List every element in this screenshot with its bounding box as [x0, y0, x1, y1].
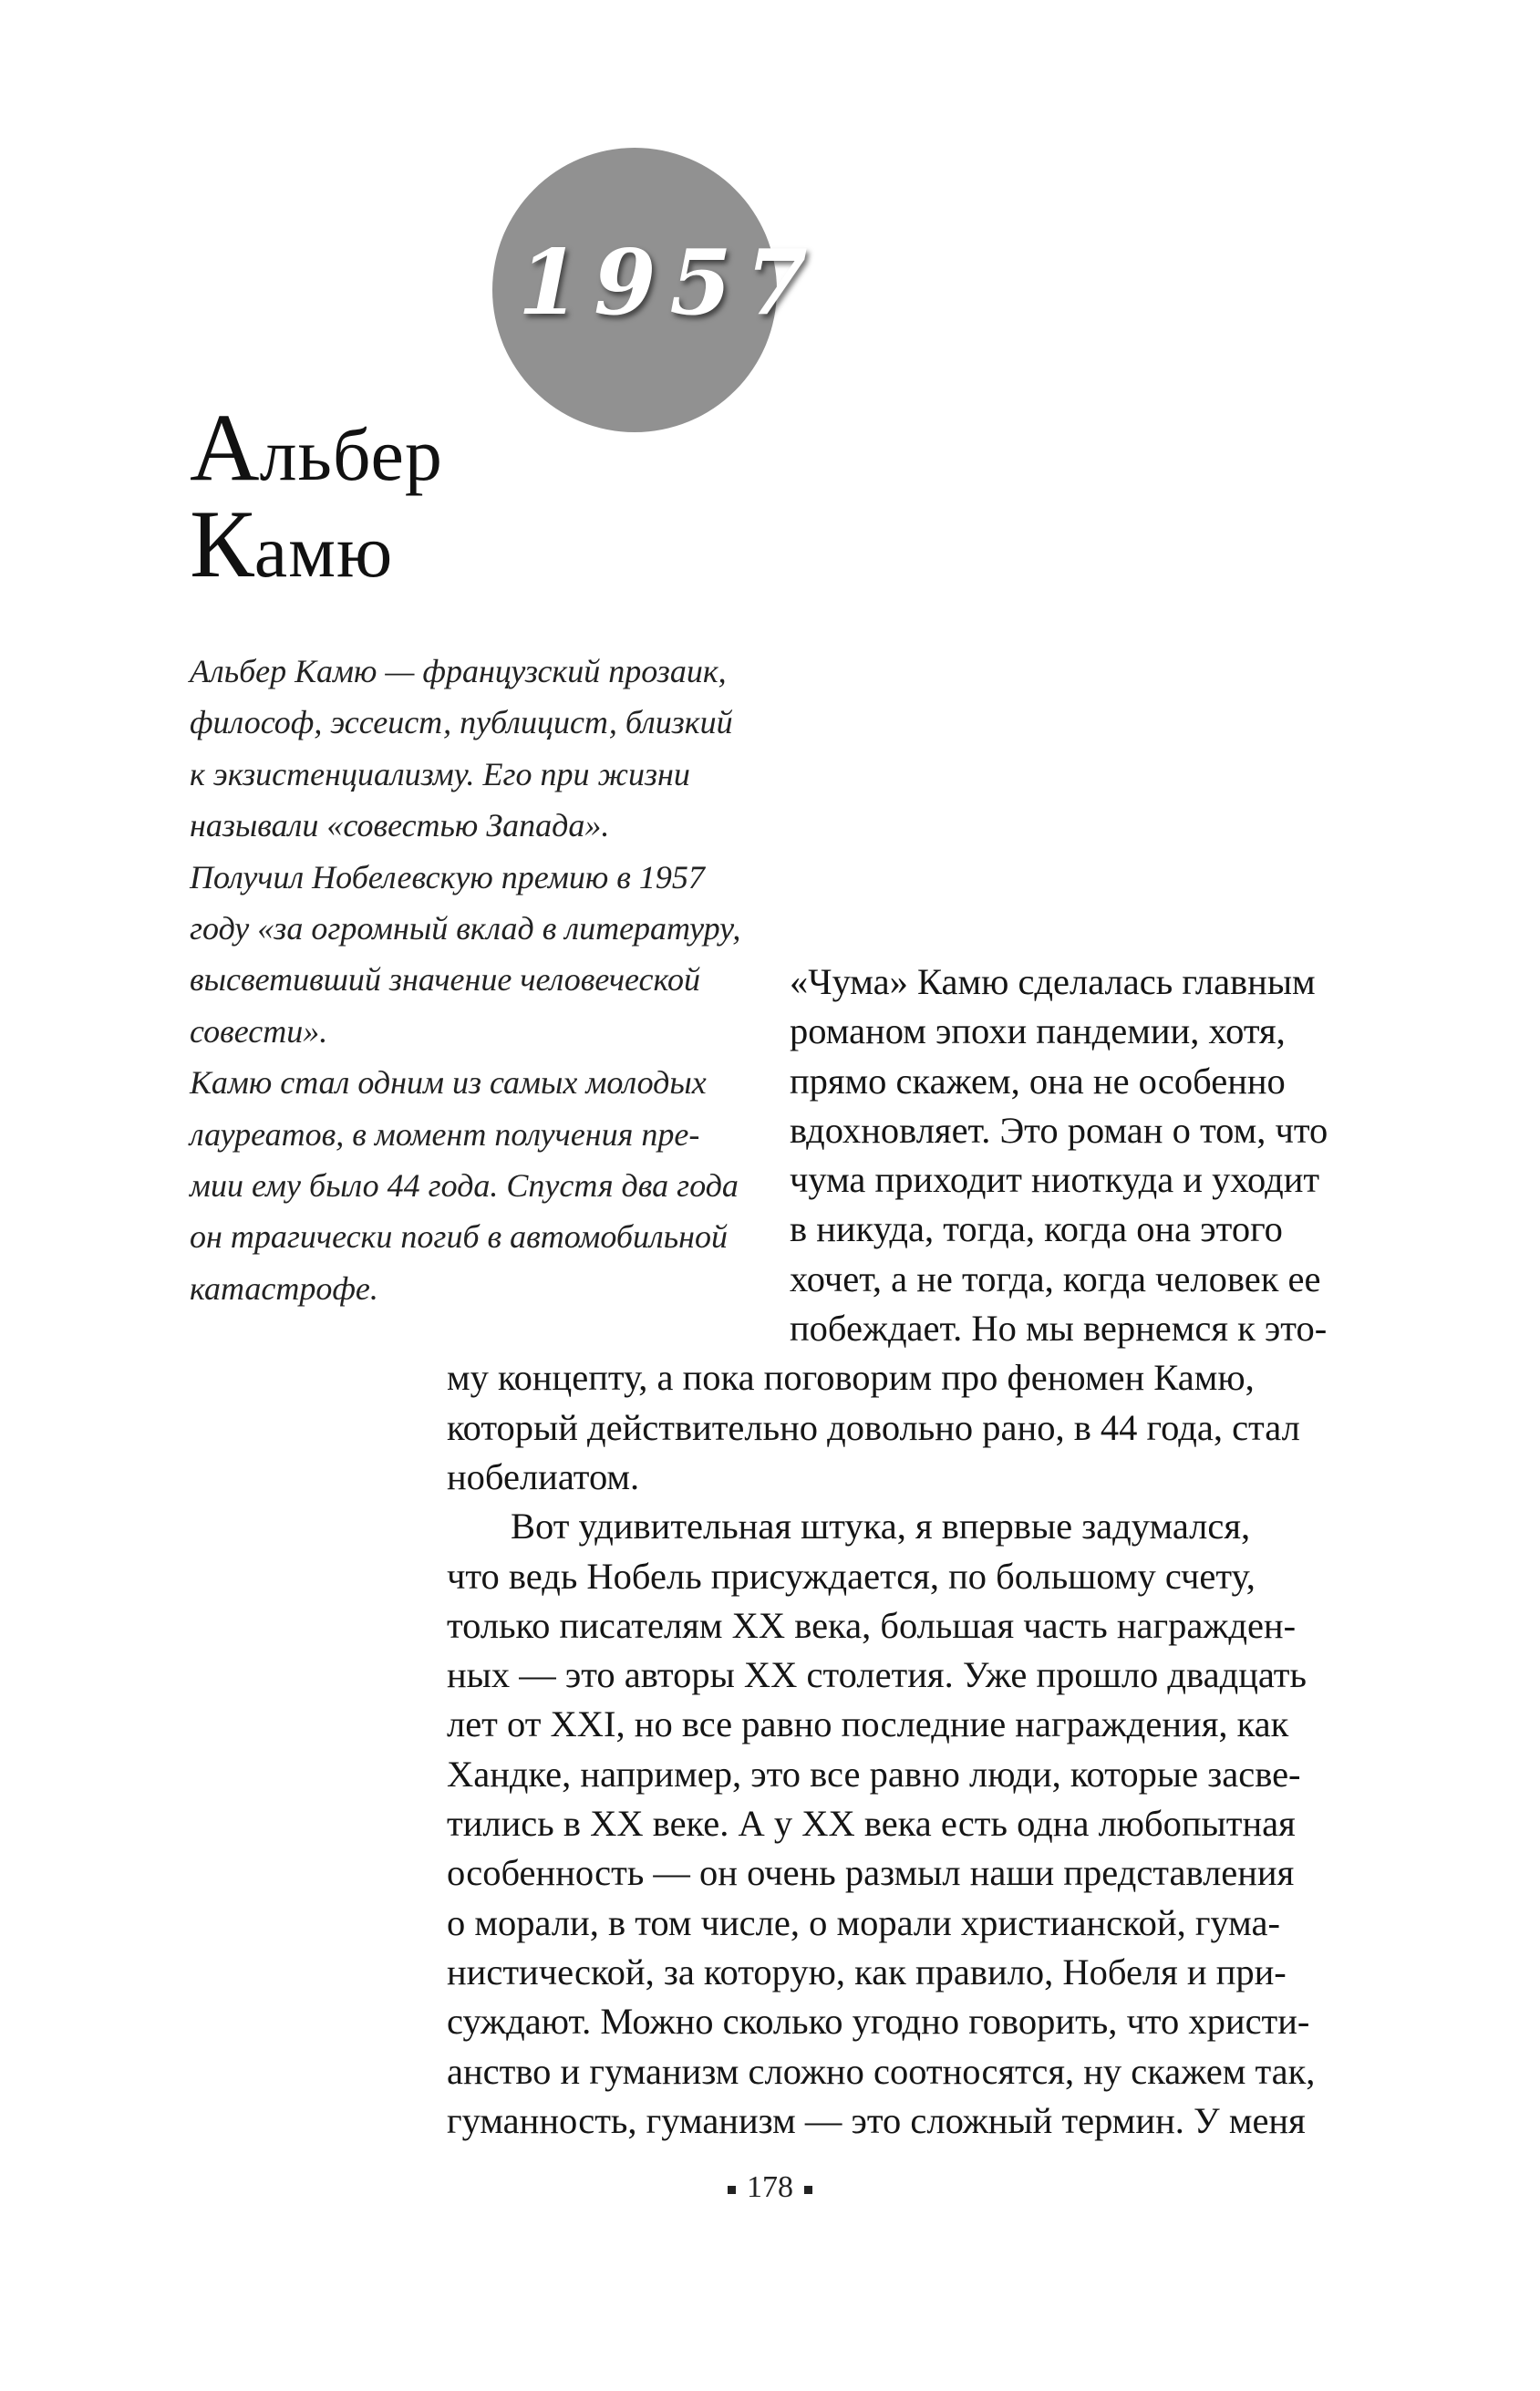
- text-line: только писателям XX века, большая часть награжден-: [447, 1604, 1297, 1646]
- text-line: лет от XXI, но все равно последние награждения, как: [447, 1703, 1289, 1745]
- text-line: нистической, за которую, как правило, Нобеля и при-: [447, 1951, 1287, 1992]
- bio-line: совести».: [190, 1012, 328, 1050]
- year-label: 1957: [518, 231, 822, 336]
- text-line: тились в XX веке. А у XX века есть одна любопытная: [447, 1803, 1296, 1845]
- author-last-name: Камю: [190, 491, 394, 597]
- text-line: вдохновляет. Это роман о том, что: [790, 1109, 1328, 1151]
- main-text: [447, 957, 1372, 2146]
- text-line: который действительно довольно рано, в 44 года, стал: [447, 1406, 1300, 1448]
- bio-line: высветивший значение человеческой: [190, 961, 700, 999]
- bio-line: году «за огромный вклад в литературу,: [190, 910, 741, 947]
- bio-line: называли «совестью Запада».: [190, 807, 610, 844]
- author-first-name: Альбер: [190, 394, 443, 501]
- text-line: анство и гуманизм сложно соотносятся, ну скажем так,: [447, 2050, 1316, 2092]
- bio-line: к экзистенциализму. Его при жизни: [190, 755, 690, 792]
- author-name-heading: [190, 394, 443, 597]
- square-bullet-icon: [804, 2186, 812, 2194]
- text-line: ных — это авторы XX столетия. Уже прошло двадцать: [447, 1654, 1307, 1696]
- bio-line: мии ему было 44 года. Спустя два года: [190, 1167, 739, 1205]
- page-number: [0, 2170, 1540, 2205]
- bio-line: Камю стал одним из самых молодых: [190, 1064, 707, 1102]
- text-line: прямо скажем, она не особенно: [790, 1060, 1286, 1102]
- text-line: суждают. Можно сколько угодно говорить, что христи-: [447, 2001, 1310, 2043]
- bio-line: Получил Нобелевскую премию в 1957: [190, 858, 705, 895]
- text-line: в никуда, тогда, когда она этого: [790, 1208, 1283, 1250]
- bio-line: лауреатов, в момент получения пре-: [190, 1115, 700, 1153]
- text-line: нобелиатом.: [447, 1455, 640, 1497]
- bio-line: Альбер Камю — французский прозаик,: [190, 653, 727, 689]
- bio-line: он трагически погиб в автомобильной: [190, 1218, 728, 1256]
- text-line: романом эпохи пандемии, хотя,: [790, 1010, 1286, 1052]
- text-line: особенность — он очень размыл наши представления: [447, 1852, 1295, 1894]
- text-line: му концепту, а пока поговорим про феномен Камю,: [447, 1357, 1255, 1399]
- text-line: чума приходит ниоткуда и уходит: [790, 1159, 1320, 1201]
- text-line: гуманность, гуманизм — это сложный термин. У меня: [447, 2099, 1306, 2141]
- text-line: что ведь Нобель присуждается, по большому счету,: [447, 1555, 1256, 1597]
- bio-line: философ, эссеист, публицист, близкий: [190, 704, 733, 741]
- bio-line: катастрофе.: [190, 1269, 378, 1307]
- text-line: «Чума» Камю сделалась главным: [790, 961, 1316, 1002]
- text-line: хочет, а не тогда, когда человек ее: [790, 1258, 1321, 1299]
- text-line: Хандке, например, это все равно люди, которые засве-: [447, 1753, 1301, 1795]
- text-line: о морали, в том числе, о морали христианской, гума-: [447, 1901, 1280, 1943]
- page-number-value: 178: [747, 2170, 793, 2204]
- text-line: Вот удивительная штука, я впервые задумался,: [511, 1506, 1251, 1547]
- text-line: побеждает. Но мы вернемся к это-: [790, 1308, 1328, 1350]
- square-bullet-icon: [728, 2186, 736, 2194]
